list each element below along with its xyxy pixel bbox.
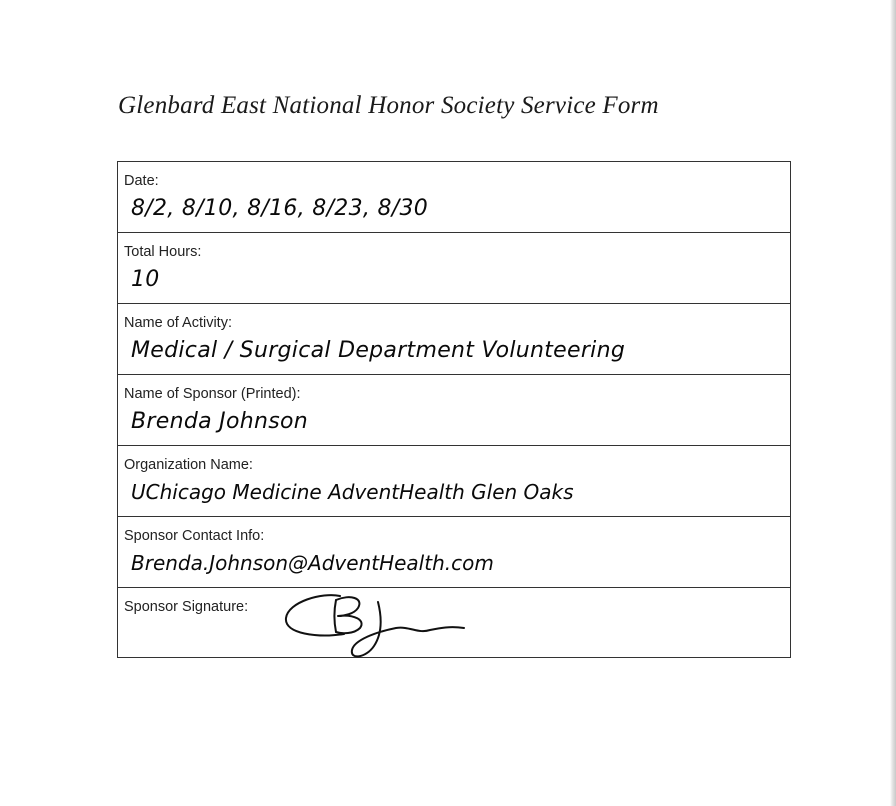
date-label: Date: [124, 173, 159, 189]
organization-name-value: UChicago Medicine AdventHealth Glen Oaks [131, 480, 574, 504]
total-hours-value: 10 [131, 267, 160, 292]
activity-name-label: Name of Activity: [124, 315, 232, 331]
service-form-table [117, 161, 791, 658]
sponsor-contact-label: Sponsor Contact Info: [124, 528, 265, 544]
date-row [118, 162, 790, 233]
activity-name-row [118, 304, 790, 375]
total-hours-row [118, 233, 790, 304]
sponsor-signature-label: Sponsor Signature: [124, 599, 249, 615]
sponsor-name-row [118, 375, 790, 446]
sponsor-signature-image [278, 588, 478, 660]
sponsor-signature-row [118, 588, 790, 659]
sponsor-name-label: Name of Sponsor (Printed): [124, 386, 301, 402]
page-edge [890, 0, 896, 806]
organization-name-label: Organization Name: [124, 457, 253, 473]
date-value: 8/2, 8/10, 8/16, 8/23, 8/30 [131, 196, 429, 221]
organization-name-row [118, 446, 790, 517]
total-hours-label: Total Hours: [124, 244, 202, 260]
sponsor-contact-row [118, 517, 790, 588]
sponsor-contact-value: Brenda.Johnson@AdventHealth.com [131, 551, 494, 575]
form-title: Glenbard East National Honor Society Service Form [118, 92, 659, 119]
activity-name-value: Medical / Surgical Department Volunteering [131, 338, 626, 363]
sponsor-name-value: Brenda Johnson [131, 409, 308, 434]
